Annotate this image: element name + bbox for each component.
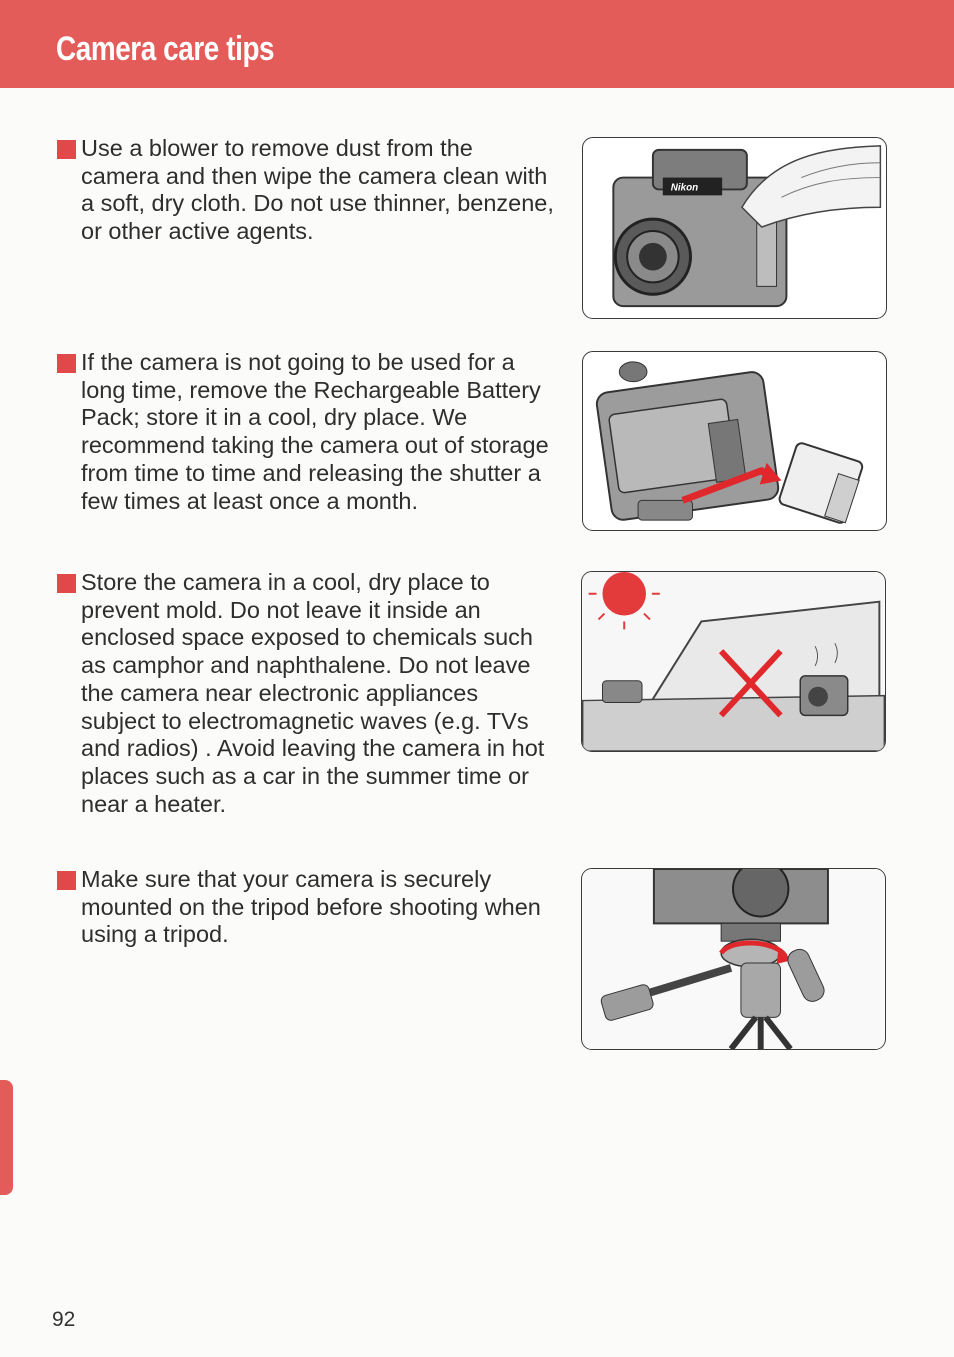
battery-removal-illustration [582, 351, 887, 531]
tip-item-storage [57, 349, 557, 515]
camera-brand-label: Nikon [670, 182, 699, 194]
tip-text: If the camera is not going to be used for a long time, remove the Rechargeable Battery Pack; store it in a cool, dry place. We recommend taking the camera out of storage from time to time and releasing the shutter a few times at least once a month. [81, 349, 549, 514]
bullet-square-icon [57, 574, 76, 593]
section-tab-marker [0, 1080, 13, 1195]
tip-text: Store the camera in a cool, dry place to prevent mold. Do not leave it inside an enclosed space exposed to chemicals such as camphor and naphthalene. Do not leave the camera near electronic appliances subject to electromagnetic waves (e.g. TVs and radios) . Avoid leaving the camera in hot places such as a car in the summer time or near a heater. [81, 569, 545, 817]
tip-text: Make sure that your camera is securely mounted on the tripod before shooting when using a tripod. [81, 866, 541, 948]
bullet-square-icon [57, 140, 76, 159]
bullet-square-icon [57, 354, 76, 373]
hot-car-warning-illustration [581, 571, 886, 752]
bullet-square-icon [57, 871, 76, 890]
header-banner [0, 0, 954, 88]
tip-item-mold [57, 569, 557, 818]
tip-item-cleaning [57, 135, 557, 246]
page-title: Camera care tips [56, 30, 275, 68]
tripod-mount-illustration [581, 868, 886, 1050]
page-number: 92 [52, 1308, 76, 1331]
tip-item-tripod [57, 866, 557, 949]
cleaning-cloth-illustration [582, 137, 887, 319]
tip-text: Use a blower to remove dust from the camera and then wipe the camera clean with a soft, dry cloth. Do not use thinner, benzene, or other active agents. [81, 135, 554, 245]
